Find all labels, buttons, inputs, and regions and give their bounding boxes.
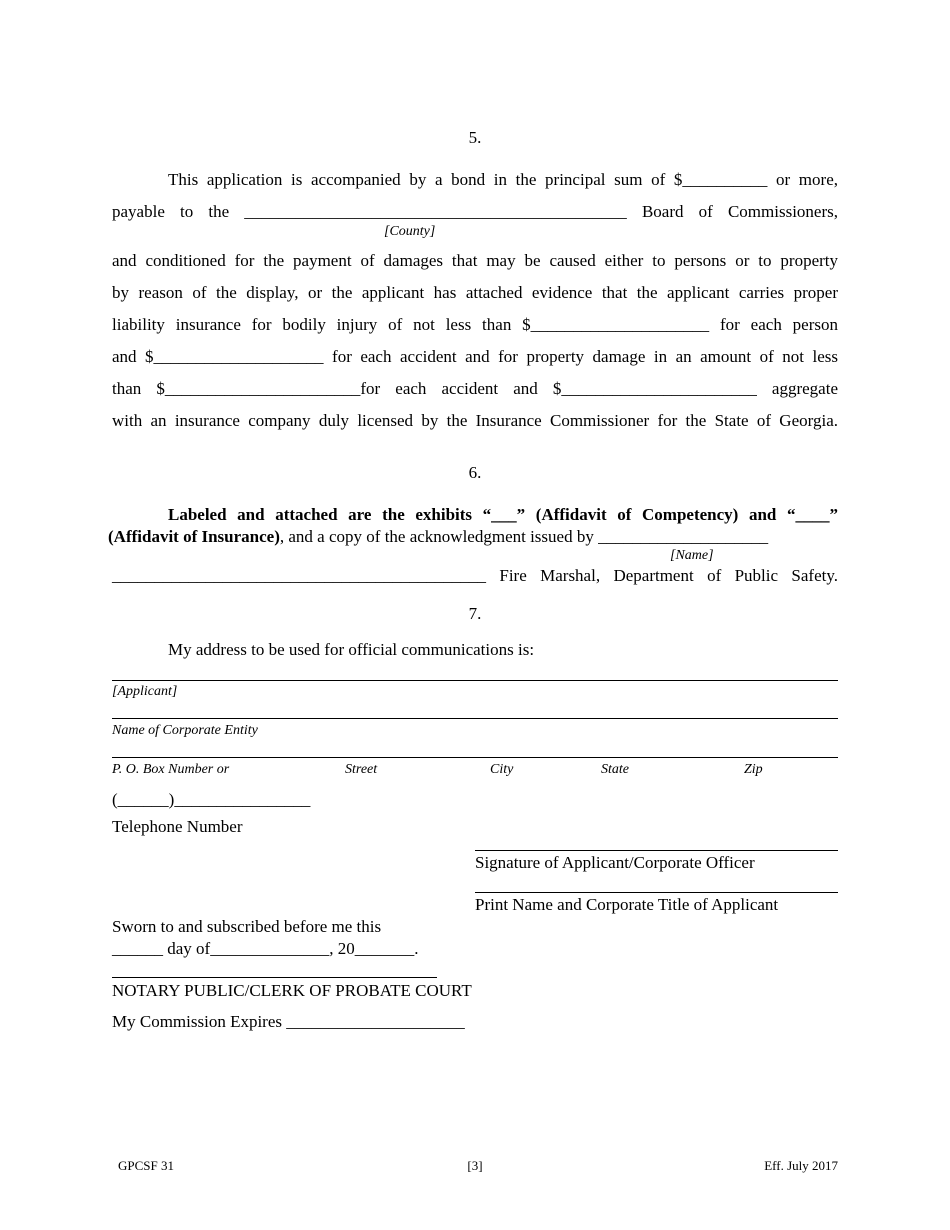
county-label: [County] xyxy=(384,224,436,239)
po-box-label: P. O. Box Number or xyxy=(112,762,230,777)
section5-line3: and conditioned for the payment of damages that may be caused either to persons or to property xyxy=(112,251,838,270)
section5-line4: by reason of the display, or the applicant has attached evidence that the applicant carries proper xyxy=(112,283,838,302)
section-number-5: 5. xyxy=(468,128,482,147)
zip-label: Zip xyxy=(744,762,763,777)
sworn-line2[interactable]: ______ day of______________, 20_______. xyxy=(112,939,419,958)
page-number: [3] xyxy=(467,1158,483,1173)
sworn-line1: Sworn to and subscribed before me this xyxy=(112,917,382,936)
signature-label: Signature of Applicant/Corporate Officer xyxy=(475,853,755,872)
applicant-line[interactable] xyxy=(112,680,838,681)
section6-line3: ____________________________________________ Fire Marshal, Department of Public Safety. xyxy=(112,566,838,585)
print-name-line[interactable] xyxy=(475,892,838,893)
section5-line8: with an insurance company duly licensed by the Insurance Commissioner for the State of Georgia. xyxy=(112,411,838,430)
applicant-label: [Applicant] xyxy=(112,684,178,699)
section-number-6: 6. xyxy=(468,463,482,482)
telephone-label: Telephone Number xyxy=(112,817,243,836)
signature-line[interactable] xyxy=(475,850,838,851)
corporate-entity-line[interactable] xyxy=(112,718,838,719)
section5-line6: and $____________________ for each accident and for property damage in an amount of not less xyxy=(112,347,838,366)
section6-line2-rest: , and a copy of the acknowledgment issued by ____________________ xyxy=(279,527,769,546)
print-name-label: Print Name and Corporate Title of Applicant xyxy=(475,895,779,914)
section5-line1: This application is accompanied by a bond in the principal sum of $__________ or more, xyxy=(168,170,838,189)
city-label: City xyxy=(490,762,514,777)
effective-date: Eff. July 2017 xyxy=(764,1158,838,1173)
form-number: GPCSF 31 xyxy=(118,1158,174,1173)
address-line[interactable] xyxy=(112,757,838,758)
telephone-blank[interactable]: (______)________________ xyxy=(112,790,311,809)
state-label: State xyxy=(601,762,629,777)
name-label: [Name] xyxy=(670,548,714,563)
corporate-entity-label: Name of Corporate Entity xyxy=(112,723,258,738)
notary-signature-line[interactable] xyxy=(112,977,437,978)
notary-label: NOTARY PUBLIC/CLERK OF PROBATE COURT xyxy=(112,981,472,1000)
commission-expires[interactable]: My Commission Expires _____________________ xyxy=(112,1012,465,1031)
address-intro: My address to be used for official communications is: xyxy=(168,640,535,659)
section5-line7: than $_______________________for each accident and $_______________________ aggregate xyxy=(112,379,838,398)
street-label: Street xyxy=(345,762,378,777)
affidavit-of-insurance: (Affidavit of Insurance) xyxy=(108,527,280,546)
section5-line2: payable to the _____________________________________________ Board of Commissioners, xyxy=(112,202,838,221)
section5-line5: liability insurance for bodily injury of not less than $_____________________ for each person xyxy=(112,315,838,334)
section6-line1: Labeled and attached are the exhibits “___” (Affidavit of Competency) and “____” xyxy=(168,505,838,524)
section6-line2 xyxy=(108,527,768,547)
section-number-7: 7. xyxy=(468,604,482,623)
